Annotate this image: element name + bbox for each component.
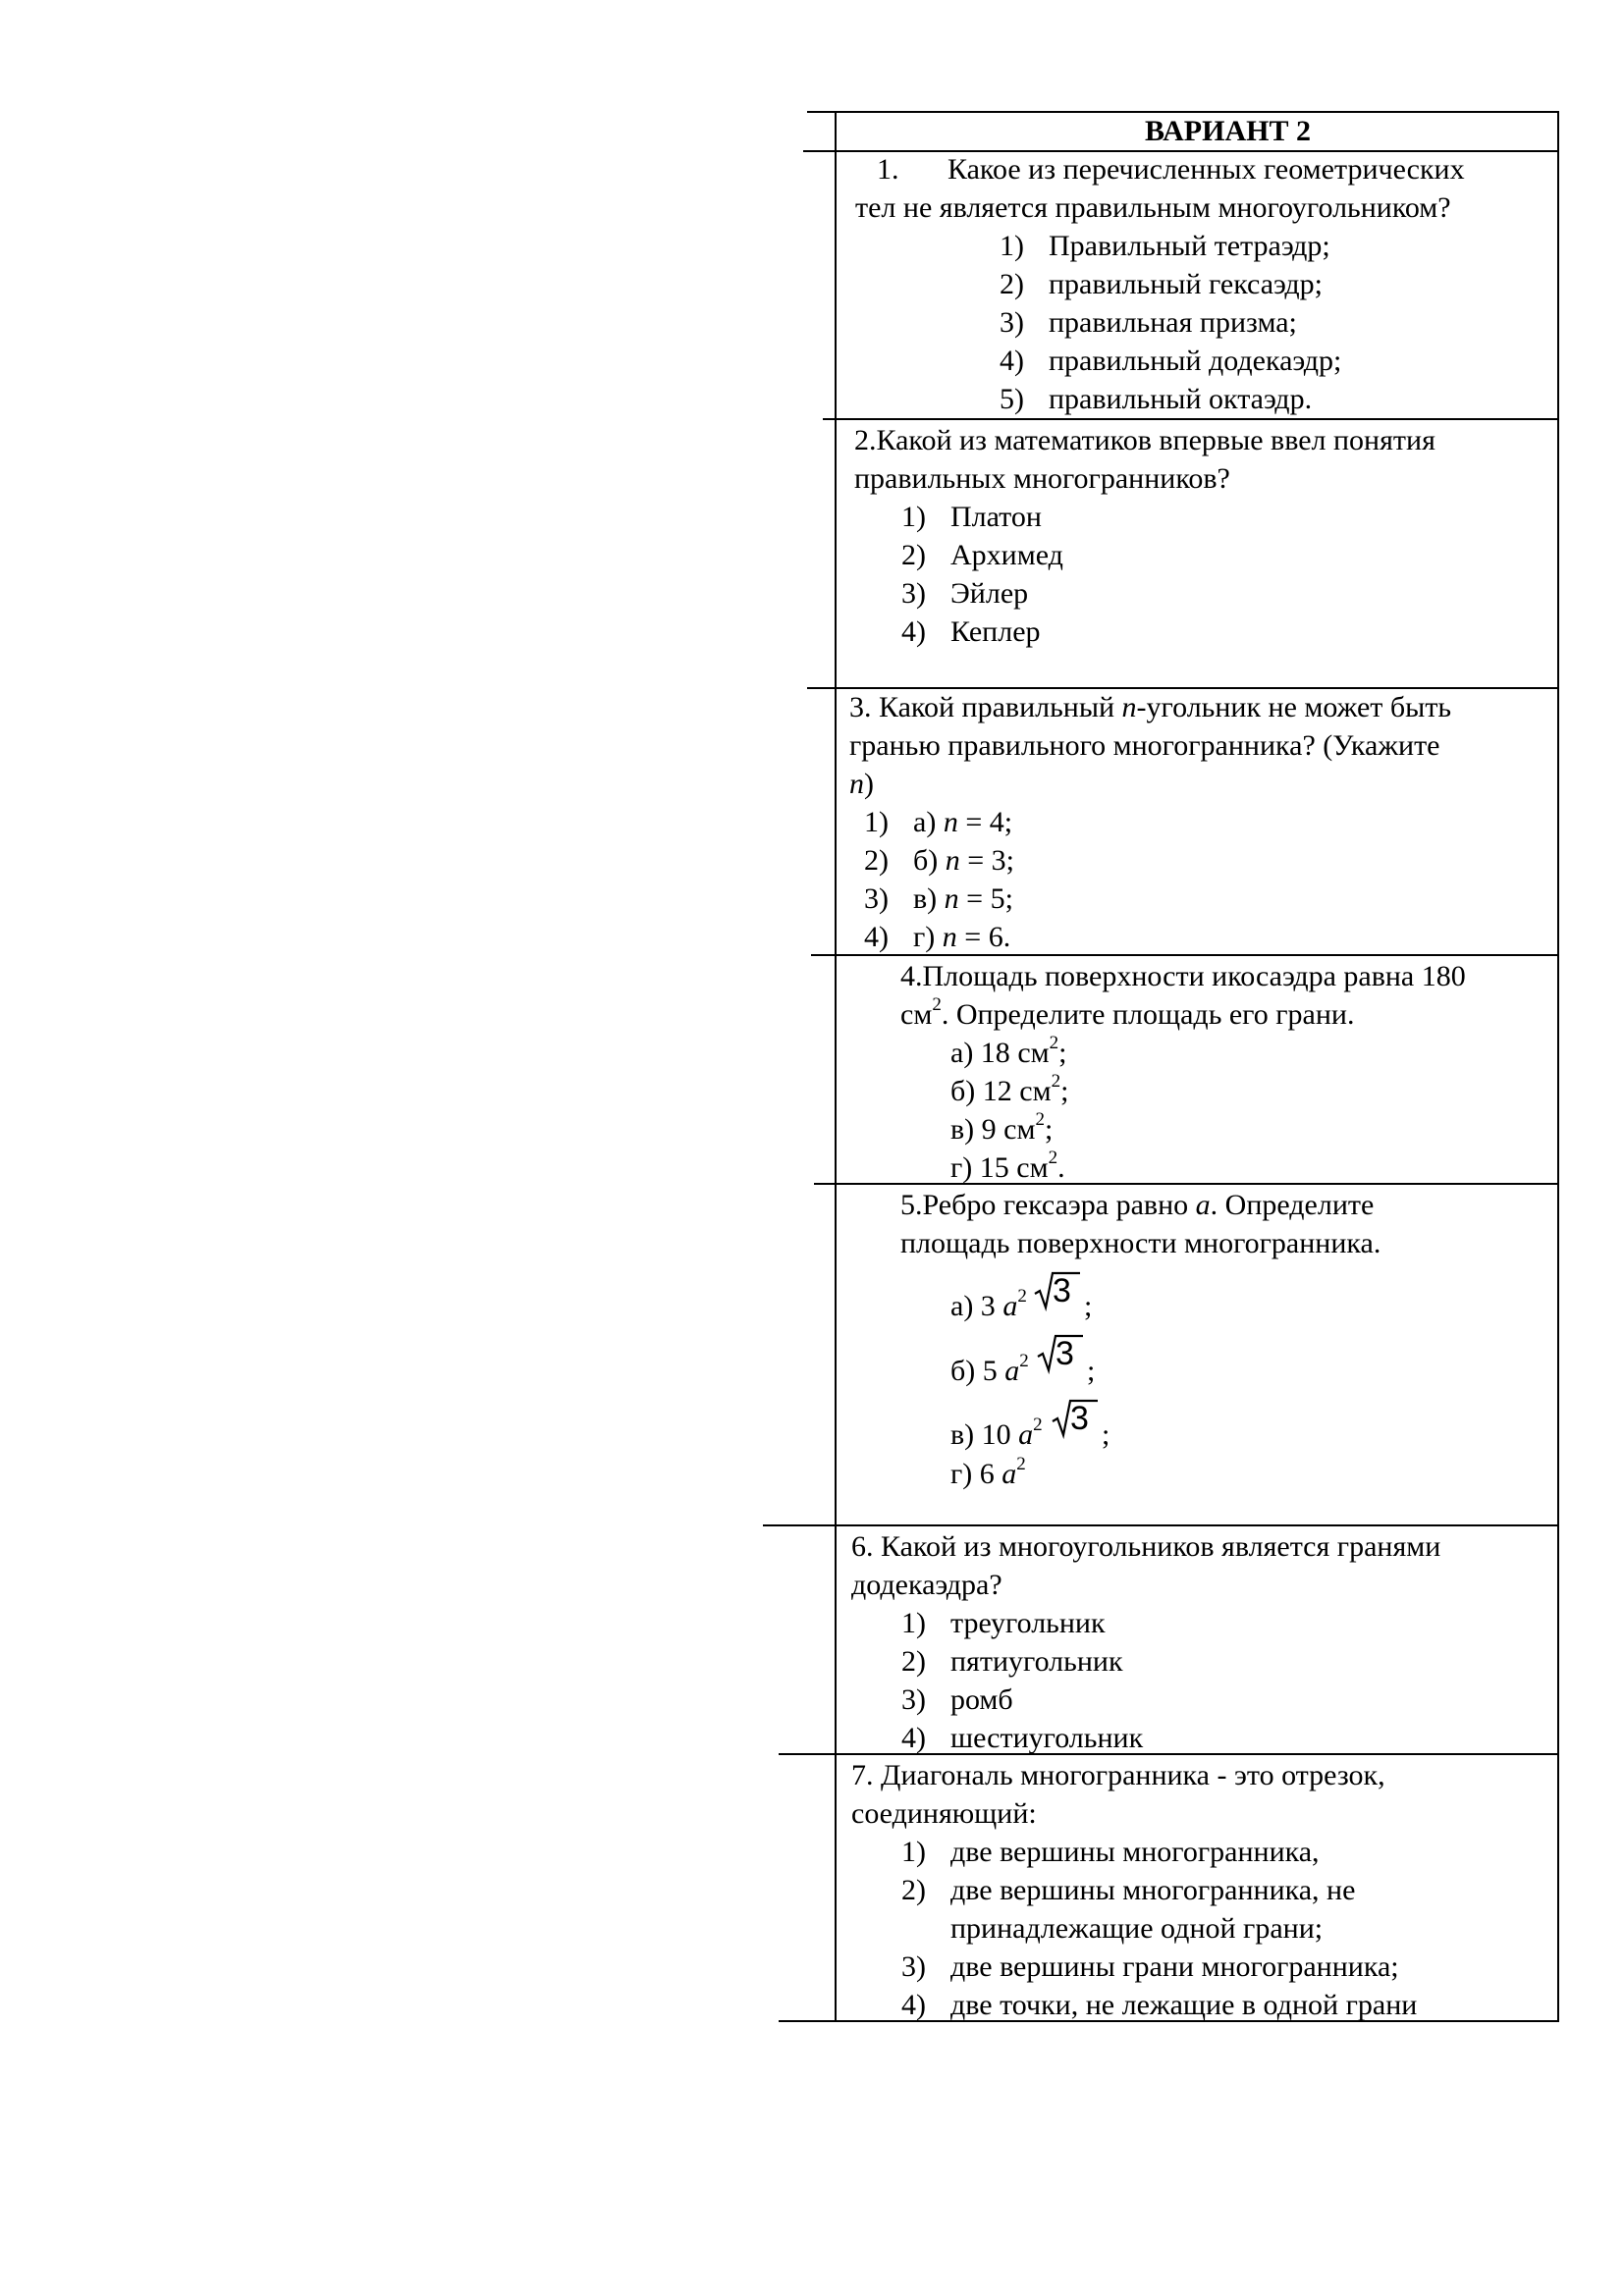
option-text: а) n = 4;: [913, 806, 1013, 838]
option-number: 2): [901, 1645, 926, 1678]
option-text: а) 18 $см^2$;: [950, 1033, 1067, 1069]
option-number: 2): [901, 539, 926, 571]
table-rule-q6: [763, 1524, 1559, 1526]
question-5-text-line-1: 5.Ребро гексаэра равно а. Определите: [900, 1189, 1375, 1221]
option-number: 2): [864, 844, 889, 877]
option-text: в) n = 5;: [913, 882, 1013, 915]
question-6-text-line-2: додекаэдра?: [851, 1569, 1002, 1601]
option-number: 2): [901, 1874, 926, 1906]
option-number: 3): [901, 577, 926, 610]
option-text: б) 12 $см^2$;: [950, 1071, 1069, 1107]
option-number: 1): [864, 806, 889, 838]
option-text: ромб: [950, 1683, 1013, 1716]
question-2-text-line-2: правильных многогранников?: [854, 462, 1230, 495]
option-text: б) n = 3;: [913, 844, 1015, 877]
question-1-text-line-2: тел не является правильным многоугольником?: [855, 191, 1451, 224]
option-number: 1): [1000, 230, 1024, 262]
option-text: Эйлер: [950, 577, 1029, 610]
table-rule-q2: [823, 418, 1559, 420]
option-text: правильный гексаэдр;: [1049, 268, 1323, 300]
option-text-continued: принадлежащие одной грани;: [950, 1912, 1324, 1945]
sqrt-symbol: 3: [1036, 1333, 1085, 1374]
question-4-text-line-2: $см^2$. Определите площадь его грани.: [900, 994, 1355, 1031]
option-text: г) 6 $a^2$: [950, 1454, 1026, 1490]
variant-title: ВАРИАНТ 2: [1145, 115, 1311, 147]
option-number: 3): [1000, 306, 1024, 339]
question-7-text-line-1: 7. Диагональ многогранника - это отрезок,: [851, 1759, 1385, 1791]
option-suffix: ;: [1102, 1418, 1110, 1451]
option-text: в) 9 $см^2$;: [950, 1109, 1054, 1146]
option-text: треугольник: [950, 1607, 1106, 1639]
sqrt-symbol: 3: [1033, 1270, 1082, 1311]
option-number: 4): [901, 1989, 926, 2021]
question-7-text-line-2: соединяющий:: [851, 1797, 1037, 1830]
option-text: г) 15 $см^2$.: [950, 1148, 1065, 1184]
question-3-text-line-2: гранью правильного многогранника? (Укажите: [849, 729, 1440, 762]
question-3-text-line-1: 3. Какой правильный n-угольник не может быть: [849, 691, 1452, 723]
option-text: в) 10 $a^2$: [950, 1415, 1043, 1451]
option-text: две вершины грани многогранника;: [950, 1950, 1399, 1983]
option-text: две вершины многогранника, не: [950, 1874, 1356, 1906]
option-text: две точки, не лежащие в одной грани: [950, 1989, 1418, 2021]
question-2-text-line-1: 2.Какой из математиков впервые ввел понятия: [854, 424, 1435, 456]
option-number: 3): [901, 1683, 926, 1716]
question-3-text-line-3: n): [849, 768, 874, 800]
option-text: Правильный тетраэдр;: [1049, 230, 1330, 262]
option-number: 2): [1000, 268, 1024, 300]
option-text: б) 5 $a^2$: [950, 1351, 1029, 1387]
option-number: 3): [901, 1950, 926, 1983]
table-rule-q7: [779, 1753, 1559, 1755]
option-text: правильный додекаэдр;: [1049, 345, 1342, 377]
question-1-text-line-1: Какое из перечисленных геометрических: [947, 153, 1465, 186]
option-number: 1): [901, 501, 926, 533]
option-number: 4): [864, 921, 889, 953]
option-number: 3): [864, 882, 889, 915]
table-right-border: [1557, 111, 1559, 2022]
option-suffix: ;: [1087, 1355, 1096, 1387]
table-divider: [835, 111, 837, 2022]
question-4-text-line-1: 4.Площадь поверхности икосаэдра равна 180: [900, 960, 1466, 992]
option-text: Архимед: [950, 539, 1063, 571]
option-text: пятиугольник: [950, 1645, 1123, 1678]
option-text: две вершины многогранника,: [950, 1836, 1320, 1868]
question-6-text-line-1: 6. Какой из многоугольников является гранями: [851, 1530, 1441, 1563]
table-rule-q5: [814, 1183, 1559, 1185]
option-text: а) 3 $a^2$: [950, 1286, 1027, 1322]
option-number: 1): [901, 1836, 926, 1868]
question-1-number: 1.: [877, 153, 899, 186]
option-text: правильный октаэдр.: [1049, 383, 1313, 415]
option-suffix: ;: [1084, 1290, 1093, 1322]
option-number: 4): [901, 1722, 926, 1754]
option-text: шестиугольник: [950, 1722, 1144, 1754]
option-text: Платон: [950, 501, 1042, 533]
option-number: 4): [1000, 345, 1024, 377]
option-number: 5): [1000, 383, 1024, 415]
option-number: 4): [901, 615, 926, 648]
option-text: правильная призма;: [1049, 306, 1297, 339]
option-text: г) n = 6.: [913, 921, 1011, 953]
sqrt-symbol: 3: [1051, 1398, 1100, 1439]
question-5-text-line-2: площадь поверхности многогранника.: [900, 1227, 1381, 1259]
option-number: 1): [901, 1607, 926, 1639]
option-text: Кеплер: [950, 615, 1041, 648]
